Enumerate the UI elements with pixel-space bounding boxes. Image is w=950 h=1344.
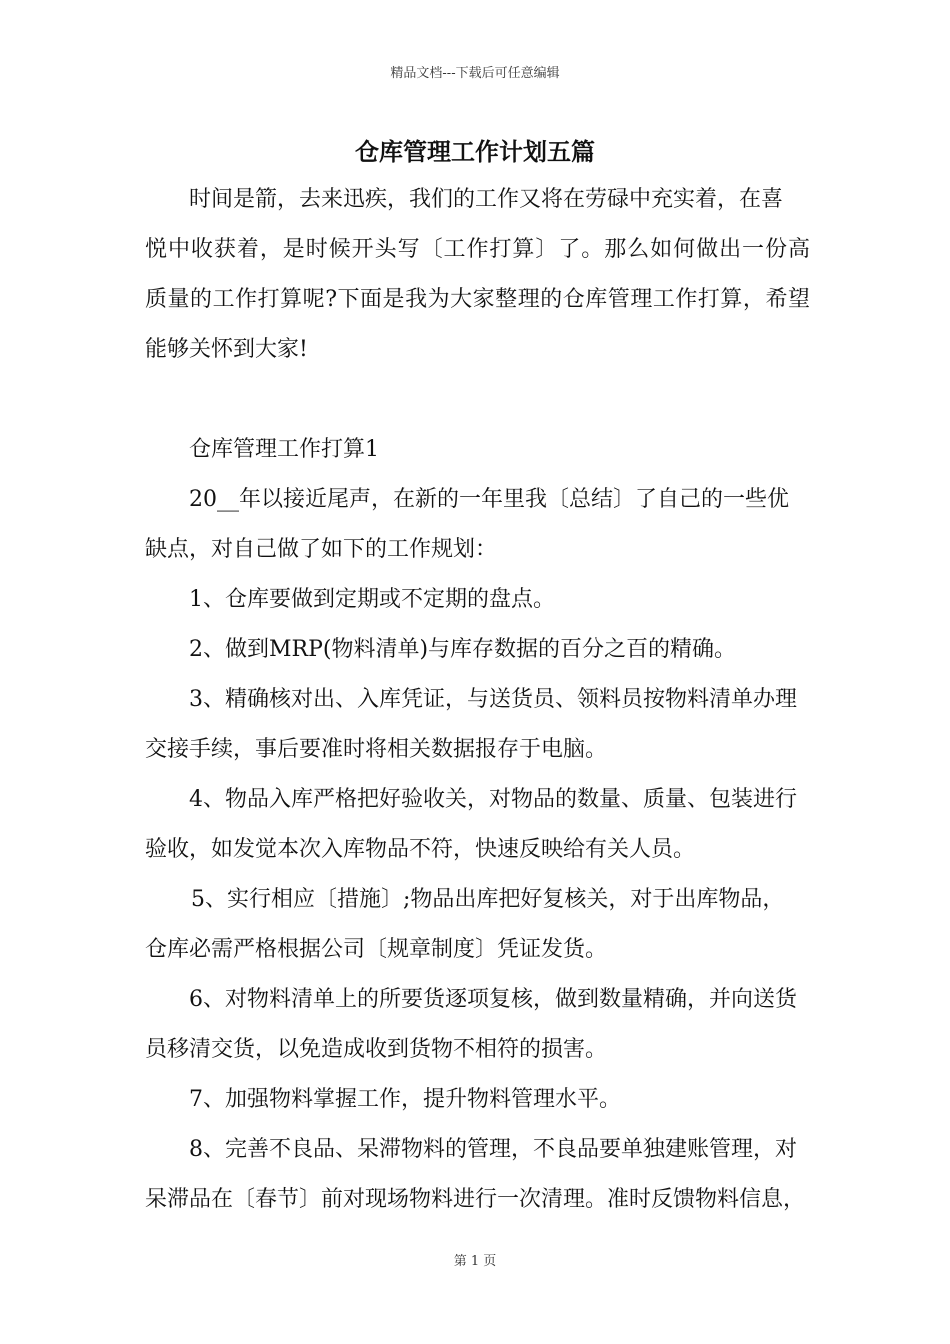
- document-title: 仓库管理工作计划五篇: [355, 137, 595, 166]
- list-item-2: 2、做到MRP(物料清单)与库存数据的百分之百的精确。: [189, 637, 737, 662]
- intro-line-4: 能够关怀到大家!: [145, 337, 308, 362]
- intro-line-2: 悦中收获着，是时候开头写〔工作打算〕了。那么如何做出一份高: [145, 237, 810, 262]
- list-item-6-line-1: 6、对物料清单上的所要货逐项复核，做到数量精确，并向送货: [189, 987, 797, 1012]
- list-item-3-line-1: 3、精确核对出、入库凭证，与送货员、领料员按物料清单办理: [189, 687, 797, 712]
- list-item-3-line-2: 交接手续，事后要准时将相关数据报存于电脑。: [145, 737, 608, 762]
- list-item-1: 1、仓库要做到定期或不定期的盘点。: [189, 587, 555, 612]
- paragraph-line: 20__年以接近尾声，在新的一年里我〔总结〕了自己的一些优: [189, 487, 789, 512]
- list-item-7: 7、加强物料掌握工作，提升物料管理水平。: [189, 1087, 621, 1112]
- list-item-4-line-1: 4、物品入库严格把好验收关，对物品的数量、质量、包装进行: [189, 787, 797, 812]
- paragraph-gap: [145, 380, 810, 430]
- list-item-5-line-2: 仓库必需严格根据公司〔规章制度〕凭证发货。: [145, 937, 608, 962]
- list-item-8-line-1: 8、完善不良品、呆滞物料的管理，不良品要单独建账管理，对: [189, 1137, 797, 1162]
- page-header: 精品文档---下载后可任意编辑: [390, 66, 560, 81]
- list-item-6-line-2: 员移清交货，以免造成收到货物不相符的损害。: [145, 1037, 608, 1062]
- list-item-5-line-1: 5、实行相应〔措施〕;物品出库把好复核关，对于出库物品，: [191, 887, 785, 912]
- document-body: [145, 180, 810, 1230]
- list-item-8-line-2: 呆滞品在〔春节〕前对现场物料进行一次清理。准时反馈物料信息，: [145, 1187, 806, 1212]
- page-number: 第 1 页: [453, 1254, 497, 1269]
- intro-line-3: 质量的工作打算呢?下面是我为大家整理的仓库管理工作打算，希望: [145, 287, 810, 312]
- section-heading: 仓库管理工作打算1: [189, 437, 379, 462]
- intro-line-1: 时间是箭，去来迅疾，我们的工作又将在劳碌中充实着，在喜: [189, 187, 784, 212]
- paragraph-line: 缺点，对自己做了如下的工作规划：: [145, 537, 498, 562]
- list-item-4-line-2: 验收，如发觉本次入库物品不符，快速反映给有关人员。: [145, 837, 696, 862]
